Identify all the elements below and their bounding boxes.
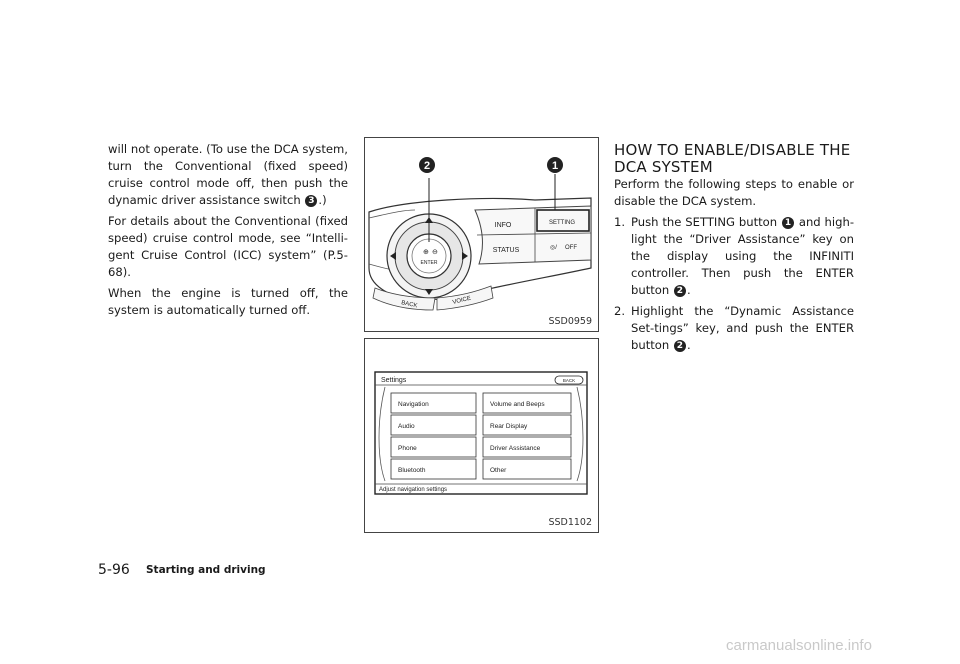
paragraph-engine-off: When the engine is turned off, the system is automatically turned off. (108, 286, 348, 317)
dca-switch-icon: ◎/ (550, 245, 557, 251)
paragraph-conventional-details: For details about the Conventional (fixed speed) cruise control mode, see “Intelli-gent Cruise Control (ICC) system” (P.5-68). (108, 214, 348, 279)
callout-1-icon: 1 (782, 217, 794, 229)
figure-controller (364, 137, 599, 332)
status-line: Adjust navigation settings (379, 487, 448, 493)
controller-illustration (365, 138, 598, 331)
section-title: Starting and driving (146, 564, 266, 576)
menu-item-volume: Volume and Beeps (490, 401, 545, 408)
section-heading: HOW TO ENABLE/DISABLE THE DCA SYSTEM (614, 141, 851, 176)
svg-text:1: 1 (551, 160, 559, 172)
step-1: 1. Push the SETTING button 1 and high-light the “Driver Assistance” key on the display using the INFINITI controller. Then push the ENTER button 2 . (614, 215, 854, 297)
menu-item-driver-assistance: Driver Assistance (490, 445, 541, 452)
figure-code: SSD0959 (548, 316, 592, 327)
callout-3-icon: 3 (305, 195, 317, 207)
menu-item-other: Other (490, 467, 507, 474)
svg-text:BACK: BACK (562, 378, 576, 383)
callout-2-icon: 2 (674, 285, 686, 297)
menu-item-rear-display: Rear Display (490, 423, 528, 430)
settings-title: Settings (381, 377, 407, 384)
menu-item-navigation: Navigation (398, 401, 429, 408)
menu-item-phone: Phone (398, 445, 417, 452)
paragraph-dca-note: will not operate. (To use the DCA system, turn the Conventional (fixed speed) cruise control mode off, then push the dynamic driver assistance switch 3 .) (108, 142, 348, 207)
info-button-label: INFO (494, 222, 512, 229)
svg-text:⊕: ⊕ (423, 249, 429, 256)
svg-text:⊖: ⊖ (432, 249, 438, 256)
svg-text:2: 2 (423, 160, 431, 172)
settings-screen-illustration (365, 339, 598, 532)
watermark: carmanualsonline.info (726, 637, 872, 654)
back-button-label: BACK (400, 300, 418, 310)
menu-item-audio: Audio (398, 423, 415, 430)
figure-code: SSD1102 (548, 517, 592, 528)
left-column-text (108, 141, 348, 323)
setting-button-label: SETTING (548, 220, 576, 226)
step-2: 2. Highlight the “Dynamic Assistance Set-tings” key, and push the ENTER button 2 . (614, 304, 854, 352)
right-column-text (614, 176, 854, 358)
voice-button-label: VOICE (452, 295, 472, 306)
intro-paragraph: Perform the following steps to enable or disable the DCA system. (614, 177, 854, 208)
off-button-label: OFF (565, 245, 577, 251)
page-number: 5-96 (98, 562, 130, 578)
status-button-label: STATUS (492, 247, 520, 254)
callout-2-icon: 2 (674, 340, 686, 352)
menu-item-bluetooth: Bluetooth (398, 467, 426, 474)
enter-label: ENTER (420, 260, 438, 266)
figure-settings-screen (364, 338, 599, 533)
